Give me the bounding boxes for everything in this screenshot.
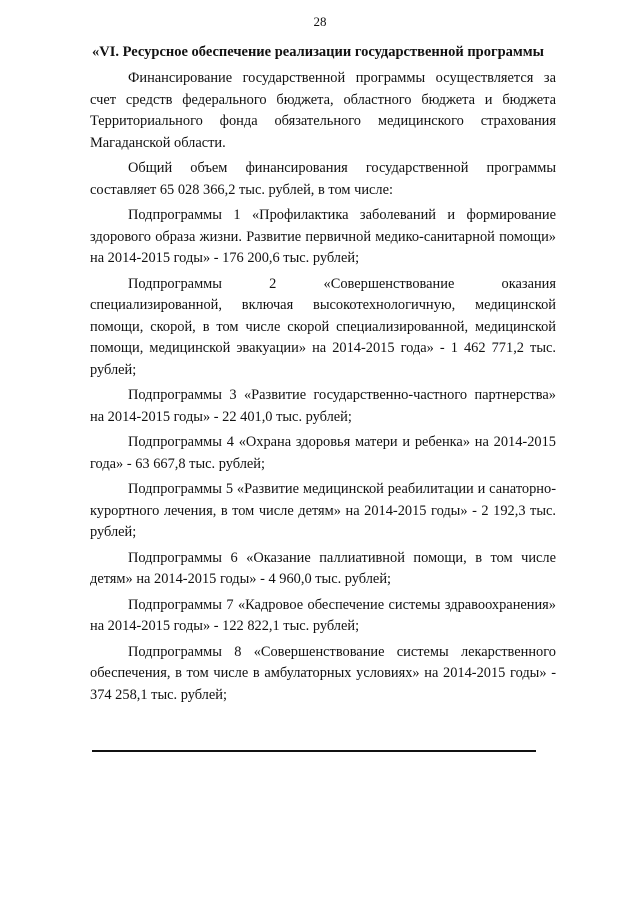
subprogram-8-paragraph: Подпрограммы 8 «Совершенствование системы лекарственного обеспечения, в том числе в амбулаторных условиях» на 2014-2015 годы» - 374 258,1 тыс. рублей; — [90, 643, 556, 703]
subprogram-5-paragraph: Подпрограммы 5 «Развитие медицинской реабилитации и санаторно-курортного лечения, в том числе детям» на 2014-2015 годы» - 2 192,3 тыс. рублей; — [90, 481, 556, 540]
subprogram-4-paragraph: Подпрограммы 4 «Охрана здоровья матери и ребенка» на 2014-2015 года» - 63 667,8 тыс. рублей; — [90, 434, 556, 472]
subprogram-3-paragraph: Подпрограммы 3 «Развитие государственно-частного партнерства» на 2014-2015 годы» - 22 401,0 тыс. рублей; — [90, 387, 556, 425]
subprogram-1-paragraph: Подпрограммы 1 «Профилактика заболеваний и формирование здорового образа жизни. Развитие первичной медико-санитарной помощи» на 2014-2015 годы» - 176 200,6 тыс. рублей; — [90, 207, 556, 266]
footer-divider — [92, 750, 536, 752]
page-number: 28 — [313, 14, 327, 29]
section-heading: «VI. Ресурсное обеспечение реализации государственной программы — [92, 44, 544, 60]
subprogram-7-paragraph: Подпрограммы 7 «Кадровое обеспечение системы здравоохранения» на 2014-2015 годы» - 122 822,1 тыс. рублей; — [90, 596, 556, 634]
document-body — [90, 68, 556, 710]
subprogram-2-paragraph: Подпрограммы 2 «Совершенствование оказания специализированной, включая высокотехнологичную, медицинской помощи, скорой, в том числе скорой специализированной, медицинской помощи, медицинской эвакуации» на 2014-2015 года» - 1 462 771,2 тыс. рублей; — [90, 275, 556, 378]
financing-sources-paragraph: Финансирование государственной программы осуществляется за счет средств федерального бюджета, областного бюджета и бюджета Территориального фонда обязательного медицинского страхования Магаданской области. — [90, 70, 556, 151]
total-financing-paragraph: Общий объем финансирования государственной программы составляет 65 028 366,2 тыс. рублей, в том числе: — [90, 160, 556, 198]
subprogram-6-paragraph: Подпрограммы 6 «Оказание паллиативной помощи, в том числе детям» на 2014-2015 годы» - 4 960,0 тыс. рублей; — [90, 549, 556, 587]
